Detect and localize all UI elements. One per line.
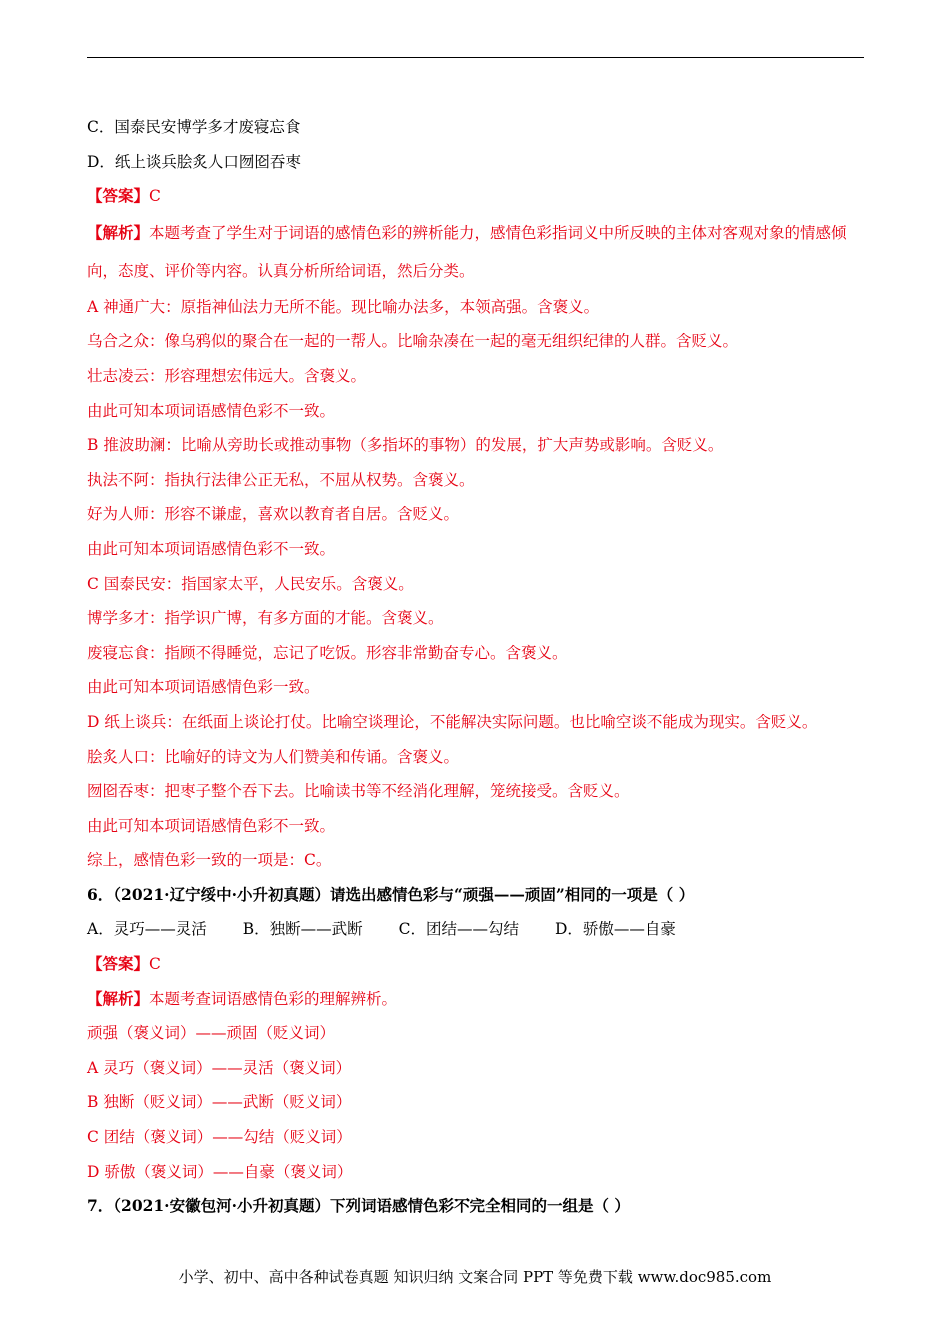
header-rule	[87, 57, 864, 58]
analysis-line: 执法不阿：指执行法律公正无私，不屈从权势。含褒义。	[87, 470, 475, 489]
analysis-line: 由此可知本项词语感情色彩不一致。	[87, 539, 336, 558]
answer-value: C	[149, 187, 161, 206]
analysis-line: 乌合之众：像乌鸦似的聚合在一起的一帮人。比喻杂凑在一起的毫无组织纪律的人群。含贬义。	[87, 332, 739, 351]
question-7	[87, 1189, 877, 1224]
analysis-2-intro	[87, 982, 877, 1017]
analysis-line: C 国泰民安：指国家太平，人民安乐。含褒义。	[87, 574, 414, 593]
analysis-intro-text: 本题考查了学生对于词语的感情色彩的辨析能力，感情色彩指词义中所反映的主体对客观对象的情感倾向，态度、评价等内容。认真分析所给词语，然后分类。	[87, 223, 847, 280]
option-c-prev: C．国泰民安博学多才废寝忘食	[87, 118, 301, 136]
answer-label: 【答案】	[87, 186, 150, 206]
analysis-line: 综上，感情色彩一致的一项是：C。	[87, 851, 332, 870]
analysis-line: 好为人师：形容不谦虚，喜欢以教育者自居。含贬义。	[87, 505, 460, 524]
analysis-line: B 推波助澜：比喻从旁助长或推动事物（多指坏的事物）的发展，扩大声势或影响。含贬义。	[87, 436, 724, 455]
question-7-prefix: 7．（2021·安徽包河·小升初真题）下列词语感情色彩	[87, 1196, 454, 1216]
analysis-line: A 灵巧（褒义词）——灵活（褒义词）	[87, 1058, 352, 1077]
analysis-line: 废寝忘食：指顾不得睡觉，忘记了吃饭。形容非常勤奋专心。含褒义。	[87, 643, 568, 662]
analysis-line: 由此可知本项词语感情色彩不一致。	[87, 401, 336, 420]
analysis-line: 囫囵吞枣：把枣子整个吞下去。比喻读书等不经消化理解，笼统接受。含贬义。	[87, 782, 630, 801]
analysis-line: 脍炙人口：比喻好的诗文为人们赞美和传诵。含褒义。	[87, 747, 460, 766]
question-6-options	[87, 912, 877, 947]
analysis-line: C 团结（褒义词）——勾结（贬义词）	[87, 1128, 352, 1147]
analysis-line: D 纸上谈兵：在纸面上谈论打仗。比喻空谈理论，不能解决实际问题。也比喻空谈不能成为现实。含贬义。	[87, 712, 818, 731]
analysis-label: 【解析】	[87, 988, 150, 1008]
analysis-1-intro	[87, 214, 877, 290]
analysis-line: 顽强（褒义词）——顽固（贬义词）	[87, 1024, 336, 1043]
question-7-suffix: 的一组是（ ）	[531, 1196, 630, 1216]
option-c: C．团结——勾结	[398, 920, 519, 939]
answer-2	[87, 947, 877, 982]
page-footer: 小学、初中、高中各种试卷真题 知识归纳 文案合同 PPT 等免费下载 www.doc985.com	[178, 1268, 772, 1286]
option-d-prev: D．纸上谈兵脍炙人口囫囵吞枣	[87, 152, 301, 171]
analysis-intro-text: 本题考查词语感情色彩的理解辨析。	[149, 989, 398, 1008]
option-d: D．骄傲——自豪	[554, 920, 676, 939]
question-6: 6．（2021·辽宁绥中·小升初真题）请选出感情色彩与“顽强——顽固”相同的一项是（ ）	[87, 884, 695, 904]
answer-1	[87, 179, 877, 214]
document-body	[87, 110, 877, 1224]
answer-value: C	[149, 955, 161, 974]
answer-label: 【答案】	[87, 954, 150, 974]
analysis-line: B 独断（贬义词）——武断（贬义词）	[87, 1093, 352, 1112]
analysis-line: 壮志凌云：形容理想宏伟远大。含褒义。	[87, 366, 367, 385]
analysis-line: A 神通广大：原指神仙法力无所不能。现比喻办法多，本领高强。含褒义。	[87, 297, 600, 316]
option-b: B．独断——武断	[242, 920, 363, 939]
analysis-line: 由此可知本项词语感情色彩一致。	[87, 678, 320, 697]
analysis-line: D 骄傲（褒义词）——自豪（褒义词）	[87, 1162, 353, 1181]
question-7-emphasis: · · · 不完全相同	[454, 1196, 532, 1215]
analysis-line: 由此可知本项词语感情色彩不一致。	[87, 816, 336, 835]
analysis-label: 【解析】	[87, 222, 150, 242]
analysis-line: 博学多才：指学识广博，有多方面的才能。含褒义。	[87, 609, 444, 628]
option-a: A．灵巧——灵活	[87, 920, 207, 939]
